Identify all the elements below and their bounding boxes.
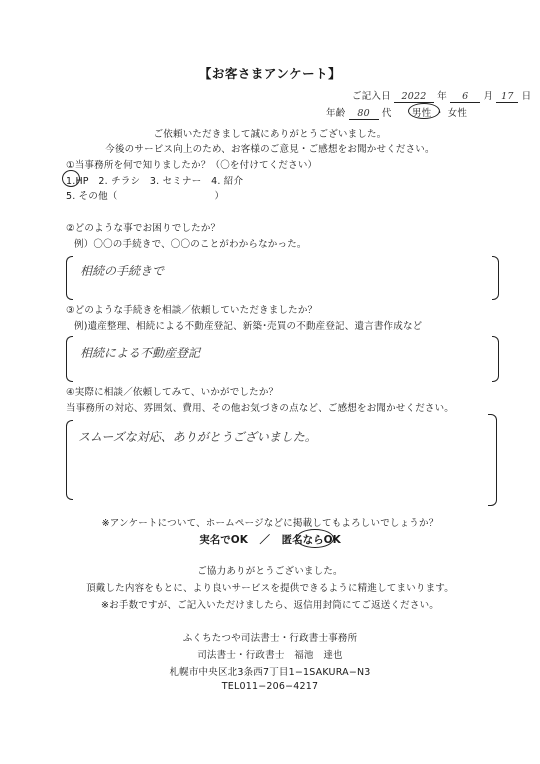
date-row: [352, 88, 531, 103]
date-month-unit: 月: [483, 91, 494, 102]
date-month-value[interactable]: 6: [450, 91, 480, 103]
date-day-unit: 日: [521, 91, 532, 102]
q4-answer-bracket-left: [66, 420, 73, 500]
closing-service-note: 頂戴した内容をもとに、より良いサービスを提供できるように精進してまいります。: [86, 583, 454, 594]
selected-circle-mark: [408, 103, 440, 119]
intro-line-2: 今後のサービス向上のため、お客様のご意見・ご感想をお聞かせください。: [105, 144, 435, 155]
q4-prompt: 当事務所の対応、雰囲気、費用、その他お気づきの点など、ご感想をお聞かせください。: [66, 403, 455, 414]
footer-tel: TEL011−206−4217: [221, 681, 319, 692]
footer-person-name: 司法書士・行政書士 福池 達也: [197, 650, 343, 661]
closing-return-note: ※お手数ですが、ご記入いただけましたら、返信用封筒にてご返送ください。: [101, 600, 439, 611]
publish-question: ※アンケートについて、ホームページなどに掲載してもよろしいでしょうか？: [101, 518, 439, 529]
age-label: 年齢: [326, 108, 346, 119]
q2-answer-text[interactable]: 相続の手続きで: [80, 264, 165, 278]
gender-separator: ・: [434, 108, 445, 119]
date-day-value[interactable]: 17: [496, 91, 518, 103]
age-gender-row: [326, 105, 467, 120]
date-year-unit: 年: [437, 91, 447, 102]
q4-answer-bracket-right: [488, 414, 497, 506]
closing-thanks: ご協力ありがとうございました。: [197, 566, 343, 577]
gender-female-option[interactable]: 女性: [447, 108, 468, 119]
q3-question: ③どのような手続きを相談／依頼していただきましたか？: [66, 305, 318, 316]
publish-anonymous-ok: OK: [323, 534, 341, 546]
date-year-value[interactable]: 2022: [394, 91, 434, 103]
publish-selected-circle-mark: [296, 529, 334, 548]
publish-options: [0, 532, 540, 547]
gender-male-option[interactable]: [412, 105, 431, 119]
q2-answer-bracket-left: [66, 256, 73, 300]
q3-answer-text[interactable]: 相続による不動産登記: [80, 346, 201, 360]
q3-answer-bracket-right: [492, 336, 499, 382]
publish-anonymous-option[interactable]: [282, 532, 324, 547]
q2-answer-bracket-right: [492, 256, 499, 300]
page-title: 【お客さまアンケート】: [198, 66, 342, 81]
publish-real-name-option[interactable]: 実名でOK: [199, 534, 248, 546]
q1-options[interactable]: [66, 173, 243, 187]
publish-options-separator: ／: [259, 534, 270, 546]
q4-answer-text[interactable]: スムーズな対応、ありがとうございました。: [78, 430, 317, 444]
publish-anonymous-label: 匿名なら: [281, 534, 324, 546]
q1-options-line-1: 1.HP 2. チラシ 3. セミナー 4. 紹介: [66, 176, 244, 187]
q2-question: ②どのような事でお困りでしたか？: [66, 223, 221, 234]
age-unit: 代: [381, 108, 392, 119]
gender-male-label: 男性: [412, 108, 432, 119]
q1-selected-circle-mark: [62, 170, 80, 187]
age-value[interactable]: 80: [349, 108, 379, 120]
q2-example: 例）〇〇の手続きで、〇〇のことがわからなかった。: [74, 239, 307, 250]
q1-question: ①当事務所を何で知りましたか？（〇を付けてください）: [66, 160, 318, 171]
q4-question: ④実際に相談／依頼してみて、いかがでしたか？: [66, 387, 279, 398]
date-label: ご記入日: [352, 91, 391, 102]
footer-address: 札幌市中央区北3条西7丁目1−1SAKURA−N3: [169, 667, 371, 678]
footer-office-name: ふくちたつや司法書士・行政書士事務所: [182, 633, 358, 644]
q3-answer-bracket-left: [66, 336, 73, 382]
q3-example: 例)遺産整理、相続による不動産登記、新築･売買の不動産登記、遺言書作成など: [74, 321, 423, 332]
intro-line-1: ご依頼いただきまして誠にありがとうございました。: [153, 129, 387, 140]
q1-options-line-2[interactable]: 5. その他（ ）: [66, 191, 225, 202]
